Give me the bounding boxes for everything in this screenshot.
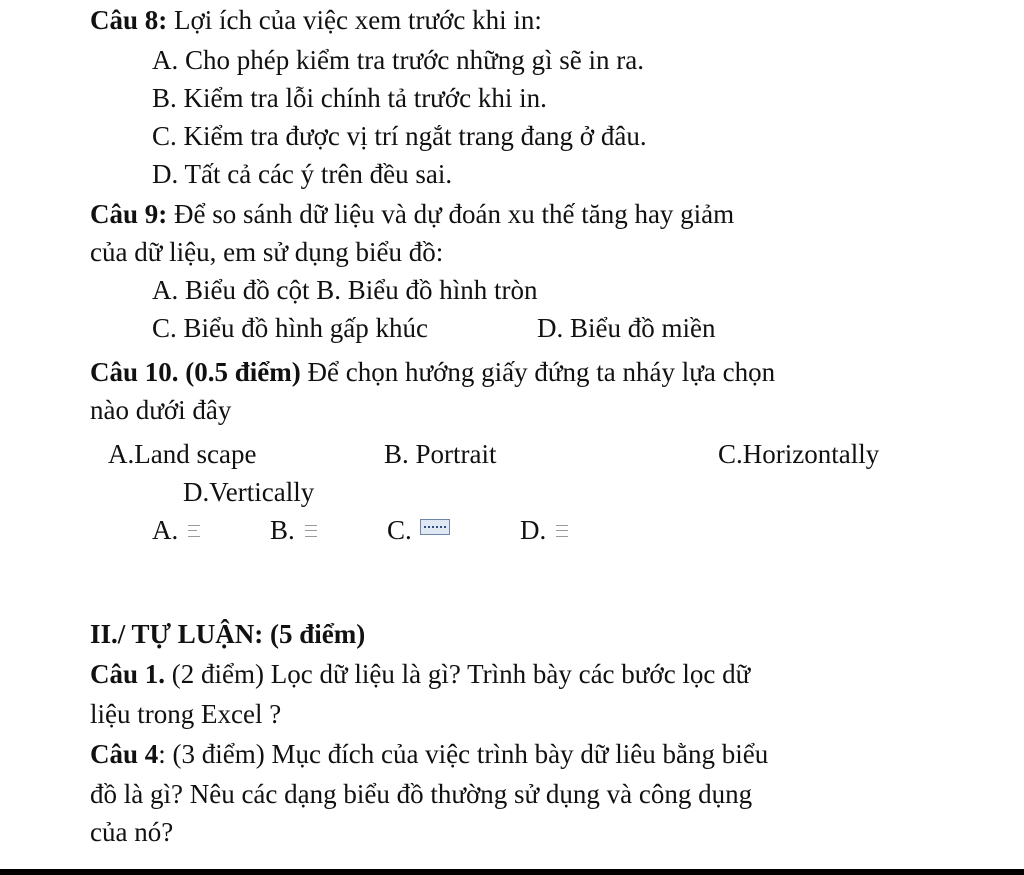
q1-line-1 xyxy=(90,658,750,690)
q4-title: Câu 4 xyxy=(90,739,159,769)
icon-option-c-label: C. xyxy=(387,515,412,545)
icon-option-a-label: A. xyxy=(152,515,179,545)
q8-option-a: A. Cho phép kiểm tra trước những gì sẽ in ra. xyxy=(152,45,644,75)
q10-option-b: B. Portrait xyxy=(384,439,497,469)
q9-line-2: của dữ liệu, em sử dụng biểu đồ: xyxy=(90,237,444,267)
q8-line xyxy=(90,4,542,36)
icon-option-d-label: D. xyxy=(520,515,547,545)
q10-option-a: A.Land scape xyxy=(108,439,257,469)
align-left-icon xyxy=(188,525,200,537)
q4-line-2: đồ là gì? Nêu các dạng biểu đồ thường sử dụng và công dụng xyxy=(90,779,753,809)
q9-text-1: Để so sánh dữ liệu và dự đoán xu thế tăng hay giảm xyxy=(167,199,735,229)
q9-title: Câu 9: xyxy=(90,199,168,229)
q10-option-c: C.Horizontally xyxy=(718,439,880,469)
icon-option-a xyxy=(152,514,200,546)
q1-line-2: liệu trong Excel ? xyxy=(90,699,282,729)
q8-option-c: C. Kiểm tra được vị trí ngắt trang đang ở đâu. xyxy=(152,121,647,151)
q1-title: Câu 1. xyxy=(90,659,166,689)
q8-text: Lợi ích của việc xem trước khi in: xyxy=(167,5,542,35)
q8-option-b: B. Kiểm tra lỗi chính tả trước khi in. xyxy=(152,83,547,113)
dotted-button-icon xyxy=(420,519,450,535)
bottom-edge-bar xyxy=(0,869,1024,875)
q10-text-1: Để chọn hướng giấy đứng ta nháy lựa chọn xyxy=(300,357,776,387)
icon-option-c xyxy=(387,514,450,546)
q9-option-d: D. Biểu đồ miền xyxy=(537,313,716,343)
q4-line-1 xyxy=(90,738,768,770)
align-center-icon xyxy=(305,525,317,537)
q10-title: Câu 10. (0.5 điểm) xyxy=(90,357,301,387)
q10-line-2: nào dưới đây xyxy=(90,395,232,425)
q8-option-d: D. Tất cả các ý trên đều sai. xyxy=(152,159,453,189)
icon-option-d xyxy=(520,514,568,546)
q10-line-1 xyxy=(90,356,775,388)
q4-text-1: : (3 điểm) Mục đích của việc trình bày dữ liêu bằng biểu xyxy=(158,739,769,769)
icon-option-b xyxy=(270,514,317,546)
align-justify-icon xyxy=(556,525,568,537)
q9-line-1 xyxy=(90,198,734,230)
icon-option-b-label: B. xyxy=(270,515,295,545)
q9-option-ab: A. Biểu đồ cột B. Biểu đồ hình tròn xyxy=(152,275,538,305)
q8-title: Câu 8: xyxy=(90,5,168,35)
q4-line-3: của nó? xyxy=(90,817,174,847)
section-2-title: II./ TỰ LUẬN: (5 điểm) xyxy=(90,619,366,649)
q10-option-d: D.Vertically xyxy=(183,477,315,507)
q9-option-c: C. Biểu đồ hình gấp khúc xyxy=(152,313,428,343)
q1-text-1: (2 điểm) Lọc dữ liệu là gì? Trình bày các bước lọc dữ xyxy=(165,659,751,689)
